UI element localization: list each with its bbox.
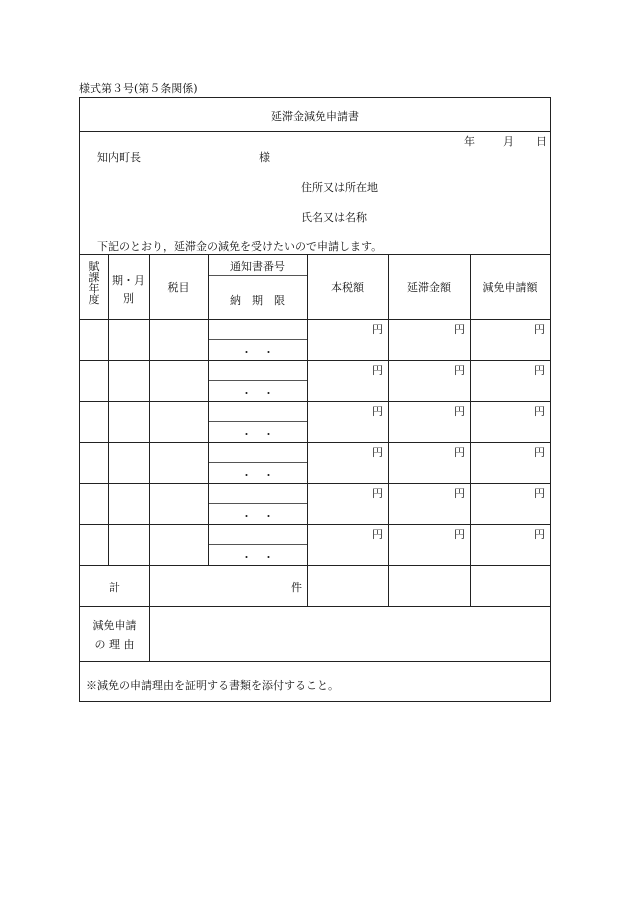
total-bottom-border — [80, 606, 550, 607]
due-date-dots: ・ ・ — [241, 346, 274, 359]
rows-bottom-border — [80, 565, 550, 566]
row-divider — [80, 524, 550, 525]
attachment-note: ※減免の申請理由を証明する書類を添付すること。 — [86, 679, 339, 692]
late-fee-yen: 円 — [454, 323, 465, 336]
reduction-yen: 円 — [534, 323, 545, 336]
applicant-address-label: 住所又は所在地 — [301, 181, 378, 194]
header-notice-number: 通知書番号 — [230, 260, 285, 273]
principal-yen: 円 — [372, 528, 383, 541]
header-due-date: 納 期 限 — [230, 294, 285, 307]
application-form — [79, 97, 551, 702]
notice-due-split — [208, 421, 307, 422]
late-fee-yen: 円 — [454, 487, 465, 500]
header-late-fee: 延滞金額 — [407, 281, 451, 294]
row-divider — [80, 401, 550, 402]
late-fee-yen: 円 — [454, 405, 465, 418]
notice-due-split — [208, 503, 307, 504]
late-fee-yen: 円 — [454, 364, 465, 377]
principal-yen: 円 — [372, 323, 383, 336]
due-date-dots: ・ ・ — [241, 387, 274, 400]
col-divider-period — [149, 254, 150, 565]
principal-yen: 円 — [372, 446, 383, 459]
principal-yen: 円 — [372, 487, 383, 500]
form-title: 延滞金減免申請書 — [271, 110, 359, 123]
row-divider — [80, 442, 550, 443]
header-period: 期・月 別 — [112, 274, 145, 305]
header-fiscal-year: 賦 課 年 度 — [88, 260, 100, 306]
date-year-label: 年 — [464, 135, 475, 148]
applicant-name-label: 氏名又は名称 — [301, 211, 367, 224]
reduction-yen: 円 — [534, 405, 545, 418]
due-date-dots: ・ ・ — [241, 510, 274, 523]
late-fee-yen: 円 — [454, 446, 465, 459]
col-divider-label — [149, 565, 150, 661]
reduction-yen: 円 — [534, 528, 545, 541]
header-principal: 本税額 — [331, 281, 364, 294]
header-bottom-border — [80, 319, 550, 320]
date-day-label: 日 — [536, 135, 547, 148]
reduction-yen: 円 — [534, 487, 545, 500]
notice-due-split — [208, 339, 307, 340]
col-divider-late-fee — [470, 254, 471, 606]
notice-due-split — [208, 462, 307, 463]
form-number-label: 様式第３号(第５条関係) — [79, 82, 198, 95]
due-date-dots: ・ ・ — [241, 428, 274, 441]
reduction-yen: 円 — [534, 446, 545, 459]
header-split-line — [208, 275, 307, 276]
due-date-dots: ・ ・ — [241, 551, 274, 564]
principal-yen: 円 — [372, 405, 383, 418]
reason-label: 減免申請 の 理 由 — [92, 619, 137, 651]
reason-bottom-border — [80, 661, 550, 662]
date-month-label: 月 — [503, 135, 514, 148]
request-statement: 下記のとおり，延滞金の減免を受けたいので申請します。 — [97, 240, 383, 253]
row-divider — [80, 483, 550, 484]
total-label: 計 — [109, 581, 120, 594]
addressee-honorific: 様 — [259, 151, 270, 164]
header-tax-item: 税目 — [167, 281, 190, 294]
due-date-dots: ・ ・ — [241, 469, 274, 482]
notice-due-split — [208, 544, 307, 545]
notice-due-split — [208, 380, 307, 381]
header-reduction: 減免申請額 — [482, 281, 538, 294]
principal-yen: 円 — [372, 364, 383, 377]
total-count-unit: 件 — [291, 581, 302, 594]
table-top-border — [80, 254, 550, 255]
row-divider — [80, 360, 550, 361]
reduction-yen: 円 — [534, 364, 545, 377]
col-divider-notice — [307, 254, 308, 606]
addressee-name: 知内町長 — [97, 151, 141, 164]
col-divider-principal — [388, 254, 389, 606]
late-fee-yen: 円 — [454, 528, 465, 541]
title-divider — [80, 131, 550, 132]
